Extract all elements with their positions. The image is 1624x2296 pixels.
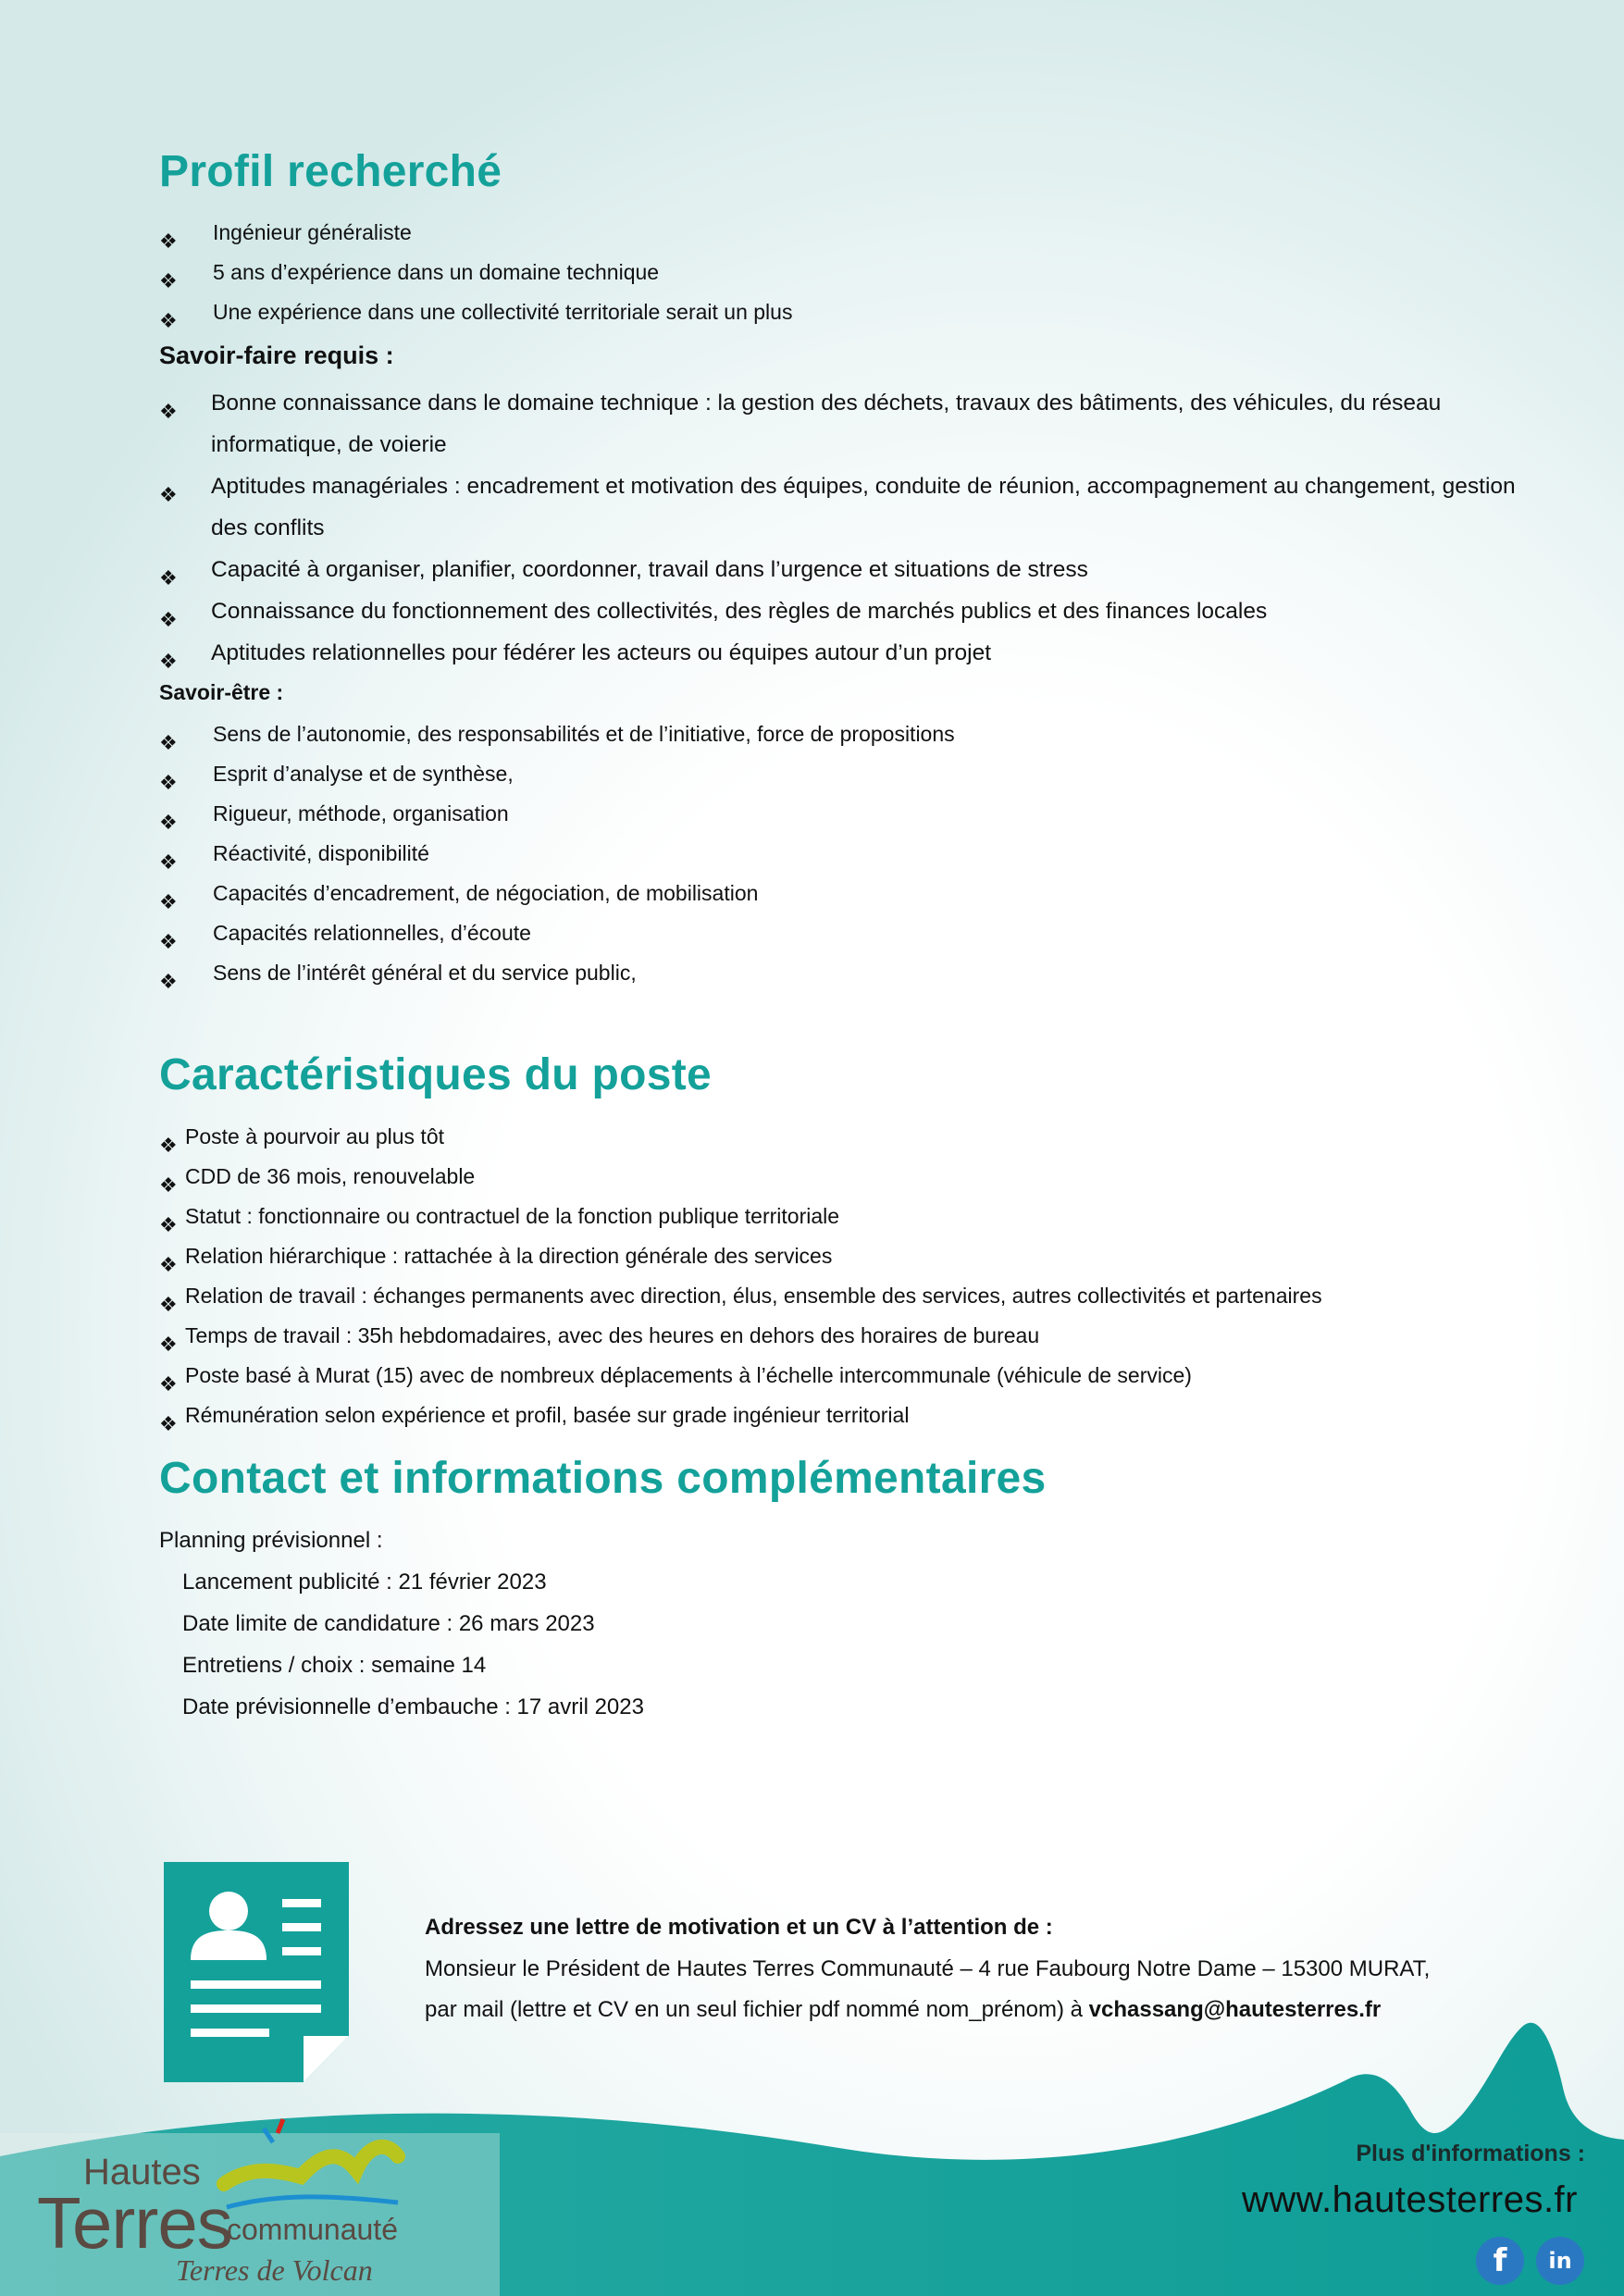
- bullet-icon: ❖: [159, 812, 178, 835]
- logo-line2: Terres: [37, 2182, 232, 2264]
- bullet-icon: ❖: [159, 609, 178, 632]
- bullet-icon: ❖: [159, 310, 178, 333]
- list-item: ❖ Poste à pourvoir au plus tôt: [159, 1117, 1322, 1157]
- list-item: ❖ Capacités relationnelles, d’écoute: [159, 913, 955, 953]
- bullet-icon: ❖: [159, 1174, 178, 1198]
- list-item: ❖ Aptitudes managériales : encadrement et motivation des équipes, conduite de réunion, accompagnement au changement, gestion des conflits: [159, 474, 1516, 540]
- savoir-etre-heading: Savoir-être :: [159, 680, 284, 704]
- bullet-icon: ❖: [159, 484, 178, 507]
- list-item: ❖ Sens de l’autonomie, des responsabilités et de l’initiative, force de propositions: [159, 714, 955, 754]
- list-item: ❖ Connaissance du fonctionnement des collectivités, des règles de marchés publics et des finances locales: [159, 590, 1525, 632]
- bullet-icon: ❖: [159, 567, 178, 590]
- bullet-icon: ❖: [159, 1413, 178, 1436]
- bullet-icon: ❖: [159, 971, 178, 994]
- application-mail: par mail (lettre et CV en un seul fichier pdf nommé nom_prénom) à vchassang@hautesterres.fr: [425, 1997, 1382, 2022]
- list-item: ❖ Réactivité, disponibilité: [159, 834, 955, 874]
- bullet-icon: ❖: [159, 230, 178, 254]
- planning-item: Date prévisionnelle d’embauche : 17 avril 2023: [182, 1694, 644, 1719]
- list-item: ❖ Ingénieur généraliste: [159, 213, 792, 253]
- bullet-icon: ❖: [159, 891, 178, 914]
- list-item: ❖ Temps de travail : 35h hebdomadaires, avec des heures en dehors des horaires de bureau: [159, 1316, 1322, 1356]
- list-item: ❖ Rémunération selon expérience et profil, basée sur grade ingénieur territorial: [159, 1396, 1322, 1435]
- list-item: ❖ Une expérience dans une collectivité territoriale serait un plus: [159, 292, 792, 332]
- section-title-contact: Contact et informations complémentaires: [159, 1454, 1047, 1503]
- list-item: ❖ Capacité à organiser, planifier, coordonner, travail dans l’urgence et situations de stress: [159, 549, 1525, 590]
- list-item: ❖ 5 ans d’expérience dans un domaine technique: [159, 253, 792, 292]
- bullet-icon: ❖: [159, 931, 178, 954]
- bullet-icon: ❖: [159, 732, 178, 755]
- list-item: ❖ Capacités d’encadrement, de négociation, de mobilisation: [159, 874, 955, 913]
- list-item: ❖ Relation hiérarchique : rattachée à la direction générale des services: [159, 1236, 1322, 1276]
- bullet-icon: ❖: [159, 1214, 178, 1237]
- list-item: ❖ Rigueur, méthode, organisation: [159, 794, 955, 834]
- list-item: ❖ Statut : fonctionnaire ou contractuel de la fonction publique territoriale: [159, 1197, 1322, 1236]
- application-address: Monsieur le Président de Hautes Terres Communauté – 4 rue Faubourg Notre Dame – 15300 MURAT,: [425, 1955, 1431, 1981]
- bullet-icon: ❖: [159, 1254, 178, 1277]
- list-item: ❖ Aptitudes relationnelles pour fédérer les acteurs ou équipes autour d’un projet: [159, 632, 1525, 674]
- planning-label: Planning prévisionnel :: [159, 1528, 383, 1553]
- list-item: ❖ Esprit d’analyse et de synthèse,: [159, 754, 955, 794]
- linkedin-icon[interactable]: in: [1536, 2237, 1584, 2285]
- planning-item: Entretiens / choix : semaine 14: [182, 1653, 487, 1678]
- application-block: [425, 1907, 1535, 2031]
- planning-item: Lancement publicité : 21 février 2023: [182, 1570, 547, 1595]
- email-link[interactable]: vchassang@hautesterres.fr: [1088, 1997, 1382, 2022]
- application-heading: Adressez une lettre de motivation et un CV à l’attention de :: [425, 1915, 1053, 1940]
- savoir-faire-heading: Savoir-faire requis :: [159, 341, 394, 369]
- more-info-label: Plus d'informations :: [1356, 2141, 1585, 2166]
- list-item: ❖ Sens de l’intérêt général et du service public,: [159, 953, 955, 993]
- bullet-icon: ❖: [159, 1294, 178, 1317]
- bullet-icon: ❖: [159, 1373, 178, 1396]
- bullet-icon: ❖: [159, 1334, 178, 1357]
- section-title-profil: Profil recherché: [159, 147, 502, 196]
- bullet-icon: ❖: [159, 270, 178, 293]
- bullet-icon: ❖: [159, 1135, 178, 1158]
- bullet-icon: ❖: [159, 401, 178, 424]
- bullet-icon: ❖: [159, 651, 178, 674]
- list-item: ❖ Relation de travail : échanges permanents avec direction, élus, ensemble des services, autres collectivités et partenaires: [159, 1276, 1322, 1316]
- list-item: ❖ Bonne connaissance dans le domaine technique : la gestion des déchets, travaux des bâtiments, des véhicules, du réseau informatique, de voierie: [159, 391, 1442, 457]
- logo: [37, 2152, 426, 2290]
- logo-line3: communauté: [227, 2213, 398, 2246]
- section-title-caracteristiques: Caractéristiques du poste: [159, 1050, 712, 1099]
- list-item: ❖ CDD de 36 mois, renouvelable: [159, 1157, 1322, 1197]
- logo-line1: Hautes: [83, 2152, 201, 2192]
- facebook-icon[interactable]: f: [1476, 2237, 1524, 2285]
- bullet-icon: ❖: [159, 772, 178, 795]
- cv-document-icon: [164, 1862, 349, 2082]
- website-link[interactable]: www.hautesterres.fr: [1242, 2179, 1578, 2220]
- logo-tagline: Terres de Volcan: [176, 2253, 373, 2287]
- list-item: ❖ Poste basé à Murat (15) avec de nombreux déplacements à l’échelle intercommunale (véhicule de service): [159, 1356, 1322, 1396]
- bullet-icon: ❖: [159, 851, 178, 875]
- planning-item: Date limite de candidature : 26 mars 2023: [182, 1611, 595, 1636]
